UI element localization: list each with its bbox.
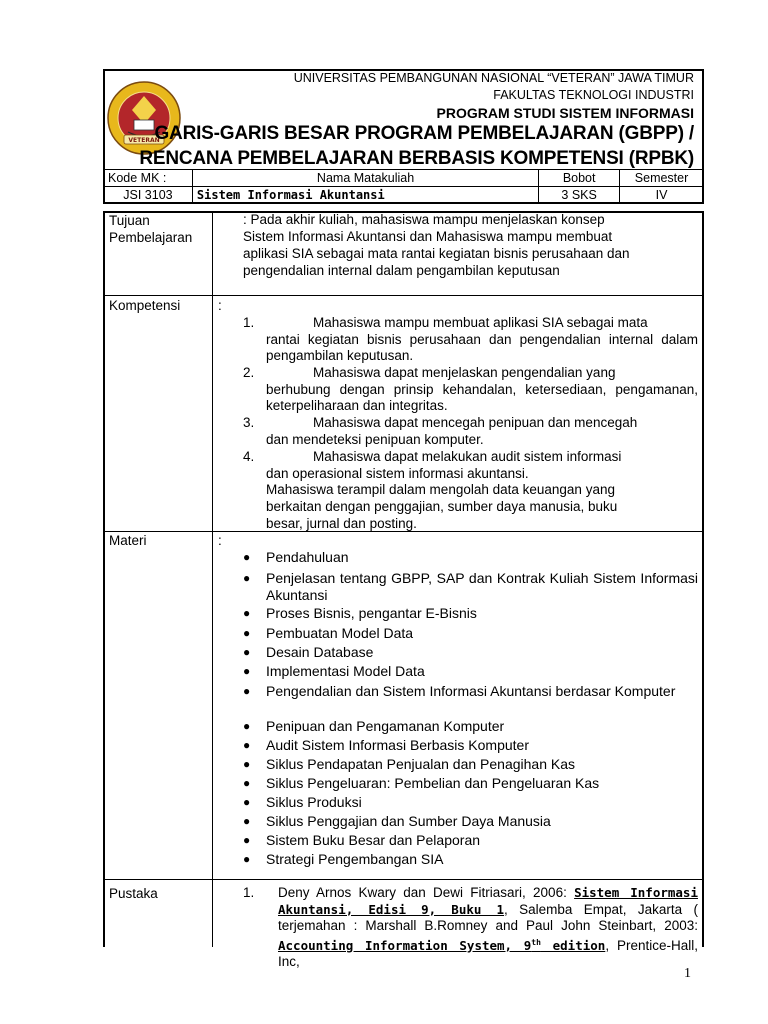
- page-number: 1: [684, 966, 691, 981]
- materi-item: ● Penjelasan tentang GBPP, SAP dan Kontrak Kuliah Sistem Informasi Akuntansi: [243, 570, 698, 603]
- header-nama: Nama Matakuliah: [192, 170, 538, 187]
- kompetensi-label: Kompetensi: [109, 298, 181, 313]
- tujuan-label-line1: Tujuan: [109, 213, 150, 228]
- course-code: JSI 3103: [104, 187, 193, 204]
- pustaka-item: [243, 885, 698, 971]
- course-info-table: [103, 169, 704, 204]
- program-name: PROGRAM STUDI SISTEM INFORMASI: [436, 105, 694, 121]
- course-name: Sistem Informasi Akuntansi: [192, 187, 538, 204]
- materi-label: Materi: [109, 533, 147, 548]
- book-title: Sistem Informasi Akuntansi, Edisi 9, Buku 1: [278, 885, 698, 917]
- book-title-en: Accounting Information System, 9th edition: [278, 937, 606, 953]
- materi-item: ● Pembuatan Model Data: [243, 625, 414, 641]
- materi-item: ● Desain Database: [243, 644, 374, 660]
- header-kode: Kode MK :: [104, 170, 193, 187]
- column-divider: [212, 211, 213, 947]
- materi-item: ● Siklus Pendapatan Penjualan dan Penagihan Kas: [243, 756, 576, 772]
- materi-item: ● Penipuan dan Pengamanan Komputer: [243, 718, 505, 734]
- materi-item: ● Pendahuluan: [243, 549, 349, 565]
- materi-item: ● Strategi Pengembangan SIA: [243, 851, 444, 867]
- kompetensi-extra-line2: berkaitan dengan penggajian, sumber daya manusia, buku: [266, 499, 618, 514]
- faculty-name: FAKULTAS TEKNOLOGI INDUSTRI: [493, 88, 694, 102]
- course-info-header-row: [104, 170, 704, 187]
- materi-item: ● Implementasi Model Data: [243, 663, 425, 679]
- kompetensi-item: [243, 315, 698, 365]
- item-rest: berhubung dengan prinsip kehandalan, ketersediaan, pengamanan, keterpeliharaan dan integritas.: [266, 381, 698, 413]
- item-first-line: Mahasiswa dapat melakukan audit sistem informasi: [313, 449, 622, 464]
- kompetensi-colon: :: [218, 298, 222, 313]
- row-divider: [103, 295, 704, 296]
- item-first-line: Mahasiswa mampu membuat aplikasi SIA sebagai mata: [313, 315, 648, 330]
- materi-item: ● Pengendalian dan Sistem Informasi Akuntansi berdasar Komputer: [243, 683, 676, 699]
- kompetensi-item: [243, 415, 698, 448]
- materi-colon: :: [218, 533, 222, 548]
- tujuan-label-line2: Pembelajaran: [109, 230, 193, 245]
- kompetensi-item: [243, 365, 698, 415]
- item-number: 1.: [243, 885, 255, 900]
- document-title-line2: RENCANA PEMBELAJARAN BERBASIS KOMPETENSI (RPBK): [139, 148, 694, 169]
- materi-item: ● Siklus Produksi: [243, 794, 362, 810]
- item-number: 2.: [243, 365, 255, 380]
- tujuan-line-1: : Pada akhir kuliah, mahasiswa mampu menjelaskan konsep: [243, 212, 605, 227]
- materi-item: ● Proses Bisnis, pengantar E-Bisnis: [243, 605, 477, 621]
- kompetensi-item: [243, 449, 698, 482]
- item-rest: dan mendeteksi penipuan komputer.: [266, 431, 484, 447]
- kompetensi-extra-line3: besar, jurnal dan posting.: [266, 516, 417, 531]
- row-divider: [103, 879, 704, 880]
- course-info-value-row: [104, 187, 704, 204]
- document-title-line1: GARIS-GARIS BESAR PROGRAM PEMBELAJARAN (GBPP) /: [154, 123, 694, 144]
- course-credits: 3 SKS: [539, 187, 620, 204]
- university-name: UNIVERSITAS PEMBANGUNAN NASIONAL “VETERAN” JAWA TIMUR: [293, 71, 694, 85]
- materi-item: ● Siklus Penggajian dan Sumber Daya Manusia: [243, 813, 551, 829]
- item-number: 3.: [243, 415, 255, 430]
- header-bobot: Bobot: [539, 170, 620, 187]
- tujuan-line-3: aplikasi SIA sebagai mata rantai kegiatan bisnis perusahaan dan: [243, 246, 630, 261]
- kompetensi-extra-line1: Mahasiswa terampil dalam mengolah data keuangan yang: [266, 482, 615, 497]
- tujuan-line-2: Sistem Informasi Akuntansi dan Mahasiswa mampu membuat: [243, 229, 613, 244]
- item-first-line: Mahasiswa dapat menjelaskan pengendalian yang: [313, 365, 616, 380]
- item-rest: dan operasional sistem informasi akuntansi.: [266, 465, 529, 481]
- item-first-line: Mahasiswa dapat mencegah penipuan dan mencegah: [313, 415, 638, 430]
- header-semester: Semester: [620, 170, 704, 187]
- pustaka-reference: Deny Arnos Kwary dan Dewi Fitriasari, 2006: Sistem Informasi Akuntansi, Edisi 9, Buku 1, Salemba Empat, Jakarta ( terjemahan : Marshall B.Romney and Paul John Steinbart, 2003: Accounting Information System, 9th edition, Prentice-Hall, Inc,: [278, 885, 698, 970]
- item-number: 1.: [243, 315, 255, 330]
- materi-item: ● Siklus Pengeluaran: Pembelian dan Pengeluaran Kas: [243, 775, 600, 791]
- materi-item: ● Audit Sistem Informasi Berbasis Komputer: [243, 737, 529, 753]
- pustaka-label: Pustaka: [109, 886, 158, 901]
- item-number: 4.: [243, 449, 255, 464]
- course-semester: IV: [620, 187, 704, 204]
- materi-item: ● Sistem Buku Besar dan Pelaporan: [243, 832, 481, 848]
- item-rest: rantai kegiatan bisnis perusahaan dan pengendalian internal dalam pengambilan keputusan.: [266, 331, 698, 363]
- svg-text:VETERAN: VETERAN: [128, 137, 160, 144]
- tujuan-line-4: pengendalian internal dalam pengambilan keputusan: [243, 263, 560, 278]
